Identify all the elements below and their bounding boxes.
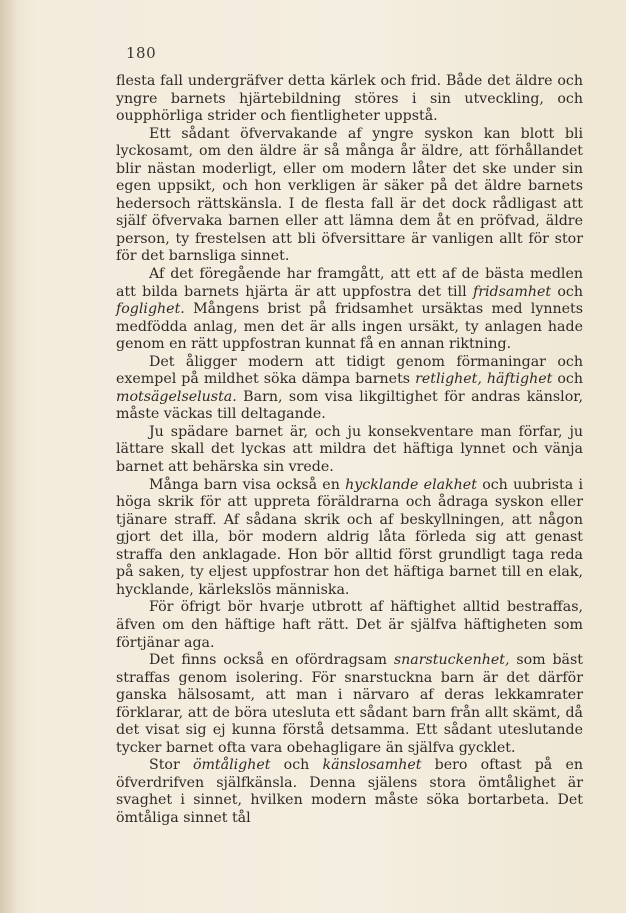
paragraph bbox=[116, 126, 583, 266]
italic-phrase: hycklande elakhet bbox=[345, 476, 477, 493]
text-run: som bäst straffas genom isolering. För snarstuckna barn är det därför ganska hälsosamt, att man i närvaro af deras lekkamrater förklarar, att de böra utesluta ett sådant barn från allt skämt, då det visat sig ej kunna förstå detsamma. Ett sådant uteslutande tycker barnet ofta vara obehagligare än själfva gycklet. bbox=[116, 652, 583, 756]
text-run: Mångens brist på fridsamhet ursäktas med lynnets medfödda anlag, men det är alls ingen ursäkt, ty anlagen hade genom en rätt uppfostran kunnat få en annan riktning. bbox=[116, 301, 583, 353]
paragraph bbox=[116, 354, 583, 424]
text-run: Det finns också en ofördragsam bbox=[149, 652, 394, 669]
text-run: och bbox=[552, 371, 583, 388]
body-text bbox=[116, 73, 583, 828]
italic-phrase: snarstuckenhet, bbox=[393, 652, 510, 669]
paragraph bbox=[116, 652, 583, 757]
italic-phrase: foglighet. bbox=[116, 301, 185, 318]
italic-phrase: känslosamhet bbox=[322, 757, 422, 774]
page-binding-shadow bbox=[0, 0, 18, 913]
italic-phrase: fridsamhet bbox=[472, 283, 552, 300]
paragraph bbox=[116, 477, 583, 600]
text-run: Stor bbox=[149, 757, 193, 774]
italic-phrase: ömtålighet bbox=[192, 757, 271, 774]
text-run: Af det föregående har framgått, att ett af de bästa medlen att bilda barnets hjärta är att uppfostra det till bbox=[116, 266, 583, 300]
text-run: Många barn visa också en bbox=[149, 476, 346, 493]
text-run: och bbox=[270, 757, 323, 774]
italic-phrase: motsägelselusta. bbox=[116, 388, 237, 405]
text-run: och bbox=[551, 283, 583, 300]
text-run: och uubrista i höga skrik för att uppreta föräldrarna och ådraga syskon eller tjänare straff. Af sådana skrik och af beskyllningen, att någon gjort det illa, bör modern aldrig låta förleda sig att genast straffa den anklagade. Hon bör alltid först grundligt taga reda på saken, ty eljest uppfostrar hon det häftiga barnet till en elak, hycklande, kärlekslös människa. bbox=[116, 476, 584, 598]
italic-phrase: retlighet, häftighet bbox=[415, 371, 553, 388]
text-run: Det åligger modern att tidigt genom förmaningar och exempel på mildhet söka dämpa barnets bbox=[116, 353, 583, 388]
text-run: För öfrigt bör hvarje utbrott af häftighet alltid bestraffas, äfven om den häftige haft rätt. Det är själfva häftigheten som förtjänar aga. bbox=[116, 599, 583, 651]
paragraph bbox=[116, 757, 583, 827]
page-number: 180 bbox=[126, 44, 157, 62]
text-run: Ju spädare barnet är, och ju konsekventare man förfar, ju lättare skall det lyckas att mildra det häftiga lynnet och vänja barnet att behärska sin vrede. bbox=[116, 423, 583, 476]
paragraph bbox=[116, 73, 583, 126]
text-run: Ett sådant öfvervakande af yngre syskon kan blott bli lyckosamt, om den äldre är så många år äldre, att förhållandet blir nästan moderligt, eller om modern låter det ske under sin egen uppsikt, och hon verkligen är säker på det äldre barnets hedersoch rättskänsla. I de flesta fall är det dock rådligast att själf öfvervaka barnen eller att lämna dem åt en pröfvad, äldre person, ty frestelsen att bli öfversittare är vanligen allt för stor för det barnsliga sinnet. bbox=[116, 125, 583, 265]
text-run: flesta fall undergräfver detta kärlek och frid. Både det äldre och yngre barnets hjärtebildning störes i sin utveckling, och oupphörliga strider och fientligheter uppstå. bbox=[116, 73, 583, 125]
text-run: Barn, som visa likgiltighet för andras känslor, måste väckas till deltagande. bbox=[116, 388, 583, 423]
paragraph bbox=[116, 266, 583, 354]
paragraph bbox=[116, 424, 583, 477]
paragraph bbox=[116, 599, 583, 652]
text-run: bero oftast på en öfverdrifven själfkänsla. Denna själens stora ömtålighet är svaghet i sinnet, hvilken modern måste söka bortarbeta. Det ömtåliga sinnet tål bbox=[116, 757, 583, 826]
